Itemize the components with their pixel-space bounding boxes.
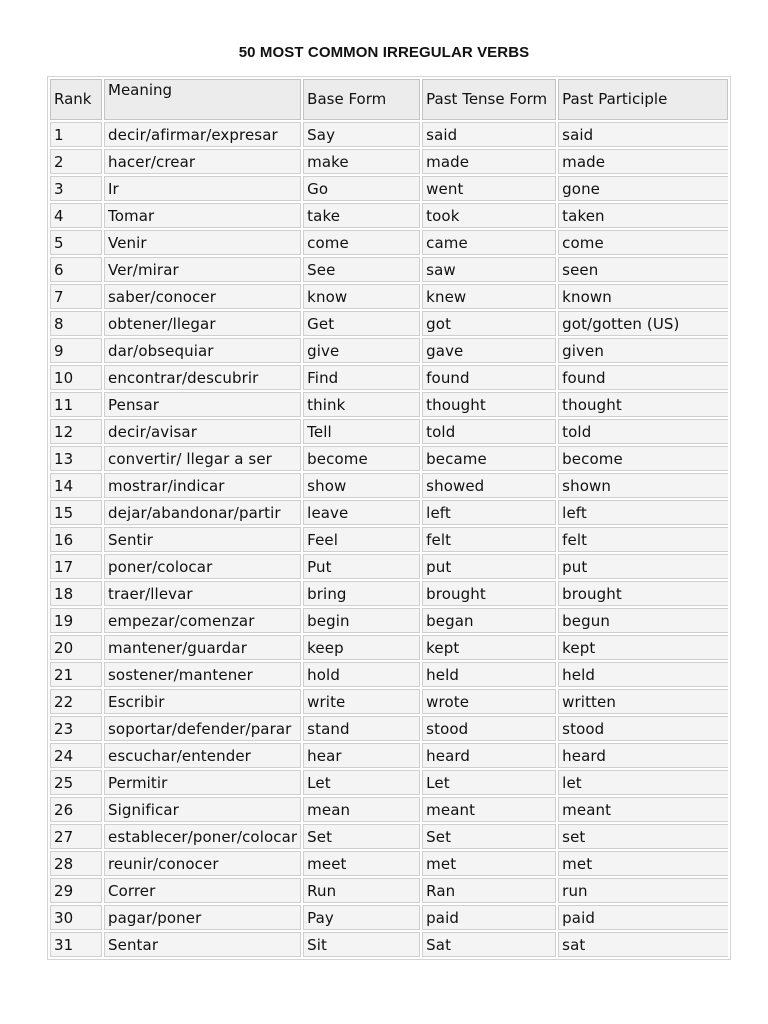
cell-past-participle: let xyxy=(558,770,728,795)
cell-past-tense: stood xyxy=(422,716,556,741)
cell-past-participle: given xyxy=(558,338,728,363)
table-row xyxy=(50,824,728,849)
table-row xyxy=(50,905,728,930)
cell-past-tense: knew xyxy=(422,284,556,309)
cell-past-tense: became xyxy=(422,446,556,471)
cell-meaning: Escribir xyxy=(104,689,301,714)
cell-meaning: decir/avisar xyxy=(104,419,301,444)
header-rank: Rank xyxy=(50,79,102,120)
cell-rank: 25 xyxy=(50,770,102,795)
cell-past-tense: went xyxy=(422,176,556,201)
cell-past-participle: held xyxy=(558,662,728,687)
table-row xyxy=(50,338,728,363)
header-past-participle: Past Participle xyxy=(558,79,728,120)
table-row xyxy=(50,365,728,390)
cell-base-form: leave xyxy=(303,500,420,525)
cell-base-form: See xyxy=(303,257,420,282)
cell-past-participle: stood xyxy=(558,716,728,741)
cell-past-participle: put xyxy=(558,554,728,579)
cell-past-tense: felt xyxy=(422,527,556,552)
cell-rank: 16 xyxy=(50,527,102,552)
cell-meaning: sostener/mantener xyxy=(104,662,301,687)
cell-past-tense: wrote xyxy=(422,689,556,714)
cell-past-tense: came xyxy=(422,230,556,255)
table-row xyxy=(50,527,728,552)
cell-past-tense: held xyxy=(422,662,556,687)
cell-rank: 22 xyxy=(50,689,102,714)
cell-base-form: make xyxy=(303,149,420,174)
cell-past-participle: set xyxy=(558,824,728,849)
table-row xyxy=(50,122,728,147)
cell-meaning: establecer/poner/colocar xyxy=(104,824,301,849)
cell-past-participle: known xyxy=(558,284,728,309)
cell-past-participle: seen xyxy=(558,257,728,282)
cell-rank: 27 xyxy=(50,824,102,849)
cell-meaning: convertir/ llegar a ser xyxy=(104,446,301,471)
cell-past-participle: meant xyxy=(558,797,728,822)
cell-rank: 29 xyxy=(50,878,102,903)
cell-base-form: write xyxy=(303,689,420,714)
cell-past-tense: gave xyxy=(422,338,556,363)
cell-base-form: Pay xyxy=(303,905,420,930)
header-meaning: Meaning xyxy=(104,79,301,120)
cell-base-form: Run xyxy=(303,878,420,903)
cell-meaning: Correr xyxy=(104,878,301,903)
cell-rank: 4 xyxy=(50,203,102,228)
cell-rank: 15 xyxy=(50,500,102,525)
cell-rank: 18 xyxy=(50,581,102,606)
table-row xyxy=(50,635,728,660)
table-row xyxy=(50,932,728,957)
cell-past-tense: met xyxy=(422,851,556,876)
cell-past-participle: found xyxy=(558,365,728,390)
table-row xyxy=(50,473,728,498)
cell-base-form: know xyxy=(303,284,420,309)
cell-rank: 30 xyxy=(50,905,102,930)
cell-rank: 19 xyxy=(50,608,102,633)
cell-past-participle: taken xyxy=(558,203,728,228)
cell-meaning: reunir/conocer xyxy=(104,851,301,876)
cell-past-participle: gone xyxy=(558,176,728,201)
cell-past-participle: told xyxy=(558,419,728,444)
cell-meaning: traer/llevar xyxy=(104,581,301,606)
table-row xyxy=(50,770,728,795)
cell-rank: 2 xyxy=(50,149,102,174)
table-row xyxy=(50,230,728,255)
cell-past-tense: left xyxy=(422,500,556,525)
cell-base-form: begin xyxy=(303,608,420,633)
cell-rank: 9 xyxy=(50,338,102,363)
table-row xyxy=(50,392,728,417)
cell-past-participle: left xyxy=(558,500,728,525)
table-row xyxy=(50,446,728,471)
table-row xyxy=(50,878,728,903)
cell-meaning: dar/obsequiar xyxy=(104,338,301,363)
cell-past-tense: made xyxy=(422,149,556,174)
cell-base-form: keep xyxy=(303,635,420,660)
cell-past-participle: shown xyxy=(558,473,728,498)
table-row xyxy=(50,743,728,768)
cell-past-participle: got/gotten (US) xyxy=(558,311,728,336)
cell-base-form: Feel xyxy=(303,527,420,552)
cell-rank: 12 xyxy=(50,419,102,444)
cell-past-tense: paid xyxy=(422,905,556,930)
cell-past-tense: told xyxy=(422,419,556,444)
cell-base-form: meet xyxy=(303,851,420,876)
cell-meaning: hacer/crear xyxy=(104,149,301,174)
cell-past-participle: said xyxy=(558,122,728,147)
table-row xyxy=(50,500,728,525)
cell-meaning: empezar/comenzar xyxy=(104,608,301,633)
cell-base-form: hear xyxy=(303,743,420,768)
cell-meaning: Ir xyxy=(104,176,301,201)
cell-rank: 5 xyxy=(50,230,102,255)
cell-base-form: Get xyxy=(303,311,420,336)
cell-meaning: Tomar xyxy=(104,203,301,228)
cell-meaning: Permitir xyxy=(104,770,301,795)
cell-rank: 7 xyxy=(50,284,102,309)
table-header-row xyxy=(50,79,728,120)
table-row xyxy=(50,662,728,687)
cell-past-participle: kept xyxy=(558,635,728,660)
cell-rank: 26 xyxy=(50,797,102,822)
cell-past-tense: Set xyxy=(422,824,556,849)
cell-rank: 28 xyxy=(50,851,102,876)
cell-rank: 14 xyxy=(50,473,102,498)
cell-base-form: Tell xyxy=(303,419,420,444)
table-row xyxy=(50,851,728,876)
cell-past-tense: took xyxy=(422,203,556,228)
cell-past-tense: meant xyxy=(422,797,556,822)
cell-past-participle: heard xyxy=(558,743,728,768)
cell-past-tense: kept xyxy=(422,635,556,660)
cell-past-tense: showed xyxy=(422,473,556,498)
table-row xyxy=(50,608,728,633)
cell-meaning: saber/conocer xyxy=(104,284,301,309)
cell-base-form: bring xyxy=(303,581,420,606)
cell-meaning: Venir xyxy=(104,230,301,255)
cell-past-tense: heard xyxy=(422,743,556,768)
cell-rank: 3 xyxy=(50,176,102,201)
cell-base-form: come xyxy=(303,230,420,255)
cell-base-form: give xyxy=(303,338,420,363)
cell-rank: 31 xyxy=(50,932,102,957)
table-row xyxy=(50,257,728,282)
table-row xyxy=(50,284,728,309)
table-row xyxy=(50,311,728,336)
cell-base-form: hold xyxy=(303,662,420,687)
cell-meaning: Ver/mirar xyxy=(104,257,301,282)
cell-meaning: encontrar/descubrir xyxy=(104,365,301,390)
cell-base-form: Find xyxy=(303,365,420,390)
cell-past-participle: paid xyxy=(558,905,728,930)
cell-base-form: stand xyxy=(303,716,420,741)
cell-meaning: dejar/abandonar/partir xyxy=(104,500,301,525)
cell-base-form: mean xyxy=(303,797,420,822)
table-row xyxy=(50,716,728,741)
table-row xyxy=(50,581,728,606)
table-row xyxy=(50,554,728,579)
cell-past-participle: brought xyxy=(558,581,728,606)
cell-rank: 13 xyxy=(50,446,102,471)
cell-past-participle: sat xyxy=(558,932,728,957)
table-row xyxy=(50,176,728,201)
header-base-form: Base Form xyxy=(303,79,420,120)
cell-past-tense: brought xyxy=(422,581,556,606)
cell-meaning: Pensar xyxy=(104,392,301,417)
cell-past-participle: begun xyxy=(558,608,728,633)
table-row xyxy=(50,419,728,444)
table-row xyxy=(50,203,728,228)
cell-base-form: become xyxy=(303,446,420,471)
cell-past-tense: thought xyxy=(422,392,556,417)
cell-base-form: Go xyxy=(303,176,420,201)
cell-meaning: mantener/guardar xyxy=(104,635,301,660)
cell-rank: 20 xyxy=(50,635,102,660)
cell-base-form: show xyxy=(303,473,420,498)
cell-meaning: decir/afirmar/expresar xyxy=(104,122,301,147)
cell-meaning: Sentir xyxy=(104,527,301,552)
page-title: 50 MOST COMMON IRREGULAR VERBS xyxy=(238,44,530,61)
cell-base-form: think xyxy=(303,392,420,417)
cell-meaning: Sentar xyxy=(104,932,301,957)
cell-past-participle: become xyxy=(558,446,728,471)
cell-meaning: Significar xyxy=(104,797,301,822)
cell-meaning: mostrar/indicar xyxy=(104,473,301,498)
cell-rank: 24 xyxy=(50,743,102,768)
cell-past-tense: found xyxy=(422,365,556,390)
cell-rank: 23 xyxy=(50,716,102,741)
cell-past-participle: written xyxy=(558,689,728,714)
cell-past-participle: felt xyxy=(558,527,728,552)
cell-past-tense: Let xyxy=(422,770,556,795)
cell-past-participle: come xyxy=(558,230,728,255)
cell-meaning: soportar/defender/parar xyxy=(104,716,301,741)
cell-meaning: poner/colocar xyxy=(104,554,301,579)
cell-past-participle: met xyxy=(558,851,728,876)
cell-past-participle: run xyxy=(558,878,728,903)
cell-base-form: take xyxy=(303,203,420,228)
irregular-verbs-table xyxy=(47,76,731,960)
cell-rank: 10 xyxy=(50,365,102,390)
cell-past-tense: saw xyxy=(422,257,556,282)
table-row xyxy=(50,689,728,714)
cell-past-tense: began xyxy=(422,608,556,633)
cell-past-participle: made xyxy=(558,149,728,174)
cell-rank: 11 xyxy=(50,392,102,417)
cell-past-tense: Sat xyxy=(422,932,556,957)
header-past-tense: Past Tense Form xyxy=(422,79,556,120)
cell-base-form: Set xyxy=(303,824,420,849)
cell-base-form: Say xyxy=(303,122,420,147)
cell-rank: 6 xyxy=(50,257,102,282)
cell-rank: 1 xyxy=(50,122,102,147)
cell-meaning: pagar/poner xyxy=(104,905,301,930)
cell-base-form: Let xyxy=(303,770,420,795)
table-row xyxy=(50,149,728,174)
cell-rank: 17 xyxy=(50,554,102,579)
cell-past-tense: put xyxy=(422,554,556,579)
cell-past-tense: said xyxy=(422,122,556,147)
cell-base-form: Put xyxy=(303,554,420,579)
cell-rank: 21 xyxy=(50,662,102,687)
cell-base-form: Sit xyxy=(303,932,420,957)
cell-meaning: obtener/llegar xyxy=(104,311,301,336)
cell-meaning: escuchar/entender xyxy=(104,743,301,768)
cell-past-tense: got xyxy=(422,311,556,336)
cell-rank: 8 xyxy=(50,311,102,336)
table-row xyxy=(50,797,728,822)
cell-past-tense: Ran xyxy=(422,878,556,903)
table-body xyxy=(50,122,728,957)
cell-past-participle: thought xyxy=(558,392,728,417)
